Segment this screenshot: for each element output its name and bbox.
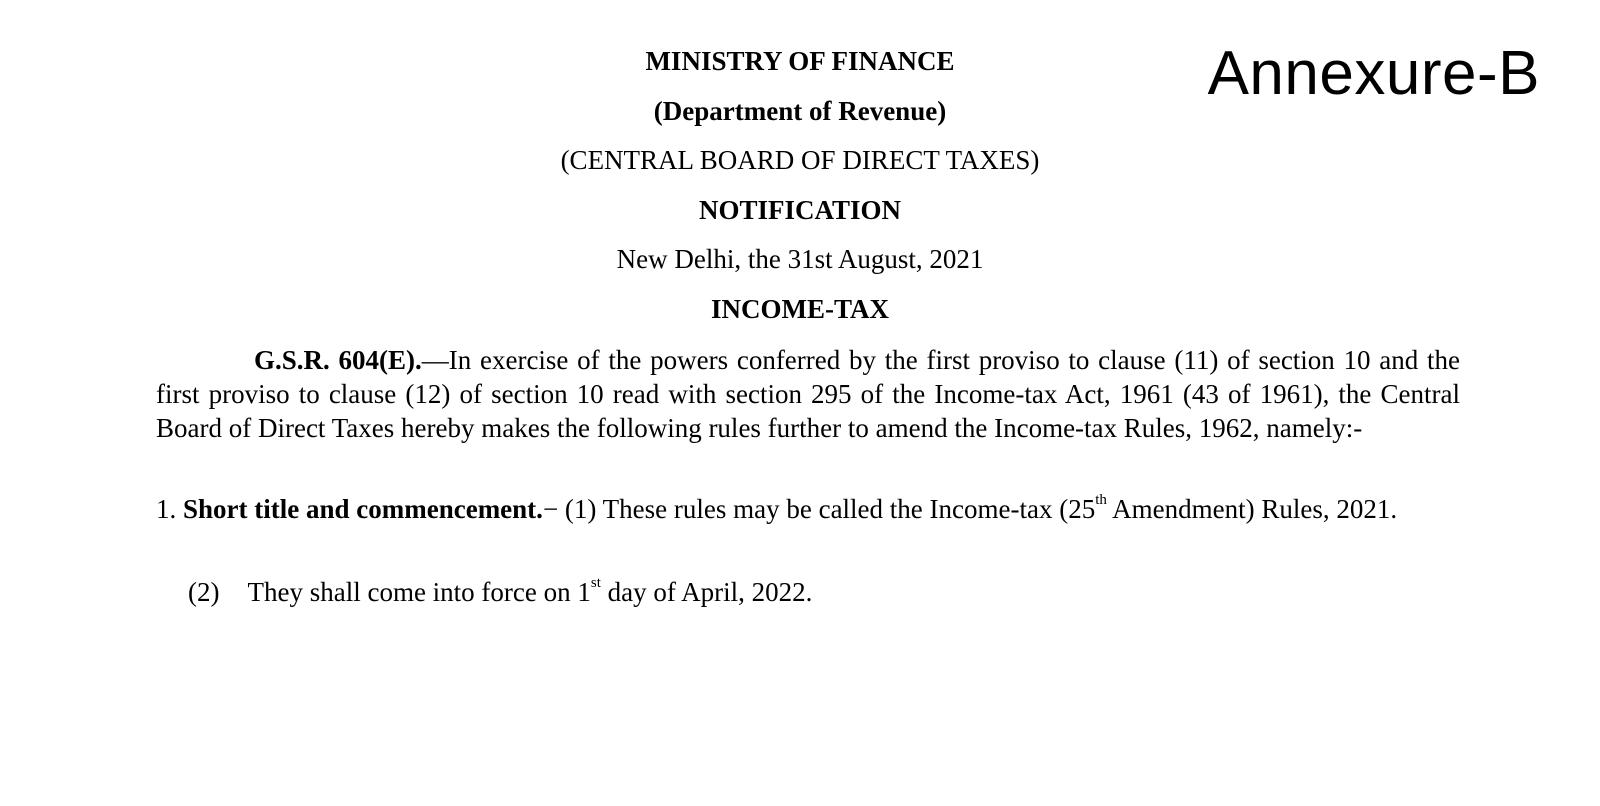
rule-1-superscript: th [1095, 492, 1107, 508]
rule-1-2-paragraph [188, 575, 812, 609]
rule-1-text-before: (1) These rules may be called the Income-tax (25 [558, 494, 1096, 524]
gsr-text: —In exercise of the powers conferred by the first proviso to clause (11) of section 10 and the first proviso to clause (12) of section 10 read with section 295 of the Income-tax Act, 1961 (43 of 1961), the Central Board of Direct Taxes hereby makes the following rules further to amend the Income-tax Rules, 1962, namely:- [156, 345, 1460, 443]
rule-1-dash: − [542, 494, 559, 524]
board-heading: (CENTRAL BOARD OF DIRECT TAXES) [560, 145, 1040, 175]
notification-heading: NOTIFICATION [698, 195, 902, 225]
place-date: New Delhi, the 31st August, 2021 [616, 244, 984, 274]
rule-1-2-number: (2) [188, 577, 220, 607]
subject-heading: INCOME-TAX [711, 294, 889, 324]
department-heading: (Department of Revenue) [653, 96, 947, 126]
rule-1-paragraph [156, 492, 1460, 526]
rule-1-2-superscript: st [590, 575, 601, 591]
ministry-heading: MINISTRY OF FINANCE [645, 46, 955, 76]
annexure-label: Annexure-B [1207, 39, 1540, 108]
gsr-number: G.S.R. 604(E). [254, 345, 422, 375]
rule-1-text-after: Amendment) Rules, 2021. [1106, 494, 1398, 524]
rule-1-number: 1. [156, 494, 177, 524]
gsr-paragraph [156, 343, 1460, 445]
rule-1-2-text-after: day of April, 2022. [600, 577, 813, 607]
rule-1-2-text-before: They shall come into force on 1 [247, 577, 591, 607]
rule-1-heading: Short title and commencement. [183, 494, 543, 524]
